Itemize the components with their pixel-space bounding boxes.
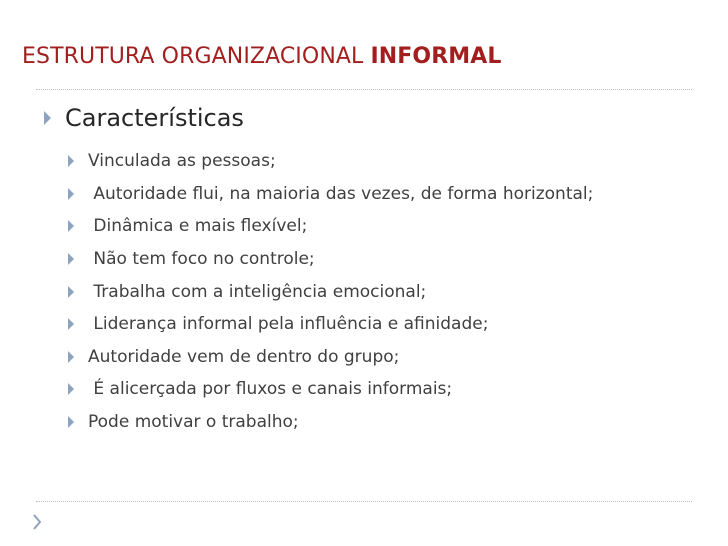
list-item bbox=[68, 341, 593, 374]
list-item bbox=[68, 406, 593, 439]
triangle-bullet-icon bbox=[68, 383, 74, 395]
heading-label: Características bbox=[65, 104, 244, 132]
list-item bbox=[68, 308, 593, 341]
list-item-text: Trabalha com a inteligência emocional; bbox=[88, 281, 427, 302]
list-item-text: É alicerçada por fluxos e canais informais; bbox=[88, 379, 453, 400]
list-item-text: Não tem foco no controle; bbox=[88, 249, 315, 270]
list-item-text: Dinâmica e mais flexível; bbox=[88, 216, 308, 237]
list-item bbox=[68, 178, 593, 211]
list-item bbox=[68, 210, 593, 243]
heading-bullet bbox=[44, 104, 244, 132]
list-item bbox=[68, 145, 593, 178]
triangle-bullet-icon bbox=[44, 111, 51, 125]
top-divider bbox=[36, 89, 692, 90]
list-item-text: Pode motivar o trabalho; bbox=[88, 412, 299, 433]
triangle-bullet-icon bbox=[68, 318, 74, 330]
list-item bbox=[68, 373, 593, 406]
list-item-text: Autoridade vem de dentro do grupo; bbox=[88, 346, 400, 367]
triangle-bullet-icon bbox=[68, 416, 74, 428]
triangle-bullet-icon bbox=[68, 253, 74, 265]
bullet-list bbox=[68, 145, 593, 438]
triangle-bullet-icon bbox=[68, 286, 74, 298]
triangle-bullet-icon bbox=[68, 188, 74, 200]
triangle-bullet-icon bbox=[68, 351, 74, 363]
list-item-text: Autoridade flui, na maioria das vezes, de forma horizontal; bbox=[88, 183, 594, 204]
slide-title bbox=[22, 44, 502, 69]
chevron-right-icon bbox=[32, 513, 46, 531]
title-bold: INFORMAL bbox=[370, 44, 502, 69]
list-item bbox=[68, 275, 593, 308]
triangle-bullet-icon bbox=[68, 155, 74, 167]
bottom-divider bbox=[36, 501, 692, 502]
title-regular: ESTRUTURA ORGANIZACIONAL bbox=[22, 44, 371, 69]
triangle-bullet-icon bbox=[68, 220, 74, 232]
list-item-text: Vinculada as pessoas; bbox=[88, 151, 276, 172]
list-item bbox=[68, 243, 593, 276]
list-item-text: Liderança informal pela influência e afinidade; bbox=[88, 314, 489, 335]
